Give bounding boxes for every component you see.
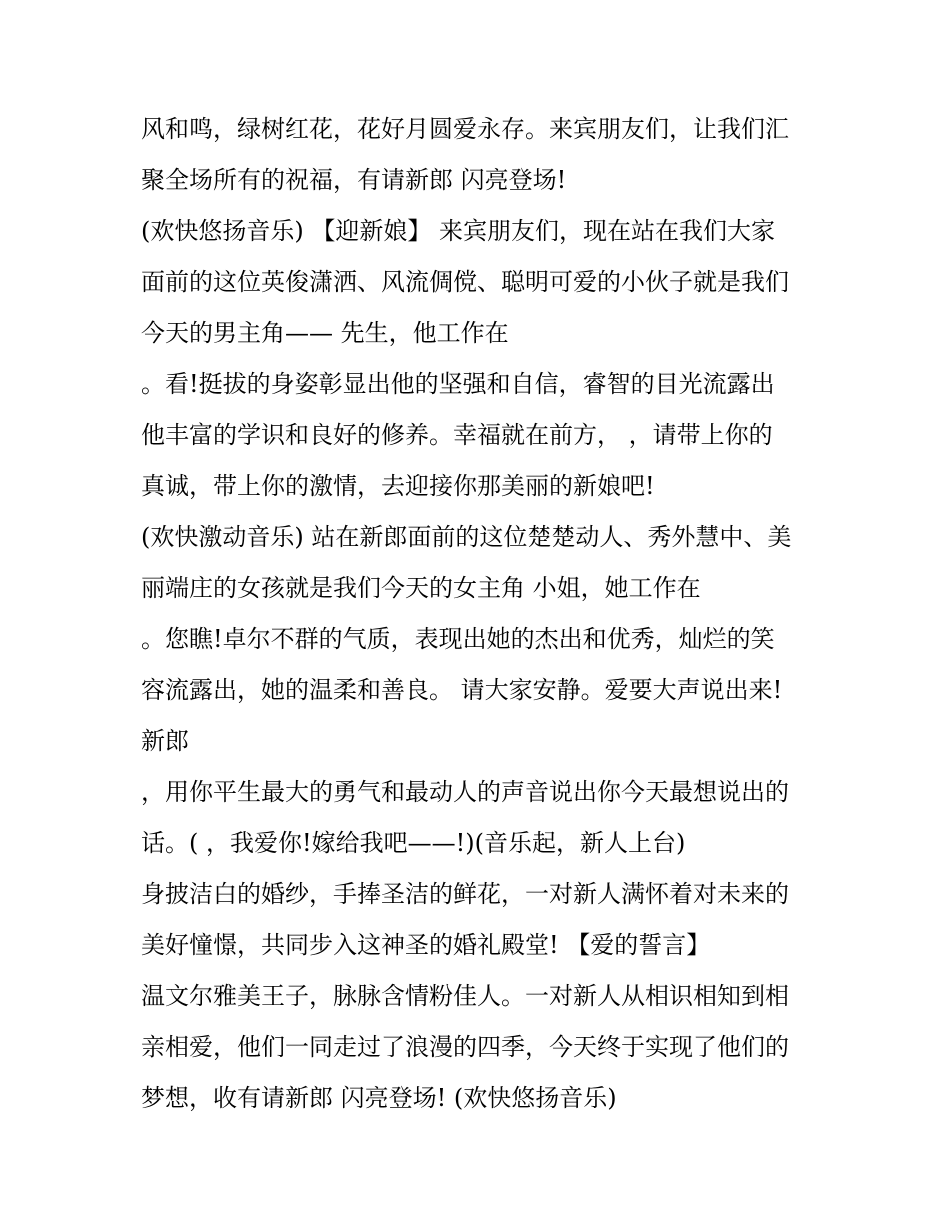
text-line: 话。( ，我爱你!嫁给我吧——!)(音乐起，新人上台)	[141, 829, 686, 857]
text-line: 。您瞧!卓尔不群的气质，表现出她的杰出和优秀，灿烂的笑	[141, 625, 775, 653]
text-line: 容流露出，她的温柔和善良。 请大家安静。爱要大声说出来!	[141, 676, 783, 704]
document-body	[141, 104, 821, 1124]
text-line: 今天的男主角—— 先生，他工作在	[141, 319, 509, 347]
text-line: 温文尔雅美王子，脉脉含情粉佳人。一对新人从相识相知到相	[141, 982, 789, 1010]
text-line: 亲相爱，他们一同走过了浪漫的四季，今天终于实现了他们的	[141, 1033, 789, 1061]
text-line: 新郎	[141, 727, 189, 755]
text-line: 梦想，收有请新郎 闪亮登场! (欢快悠扬音乐)	[141, 1084, 617, 1112]
text-line: 聚全场所有的祝福，有请新郎 闪亮登场!	[141, 166, 567, 194]
text-line: (欢快悠扬音乐) 【迎新娘】 来宾朋友们，现在站在我们大家	[141, 217, 775, 245]
text-line: 。看!挺拔的身姿彰显出他的坚强和自信，睿智的目光流露出	[141, 370, 775, 398]
text-line: (欢快激动音乐) 站在新郎面前的这位楚楚动人、秀外慧中、美	[141, 523, 792, 551]
text-line: 他丰富的学识和良好的修养。幸福就在前方， ，请带上你的	[141, 421, 773, 449]
text-line: 丽端庄的女孩就是我们今天的女主角 小姐，她工作在	[141, 574, 701, 602]
text-line: 面前的这位英俊潇洒、风流倜傥、聪明可爱的小伙子就是我们	[141, 268, 789, 296]
text-line: 身披洁白的婚纱，手捧圣洁的鲜花，一对新人满怀着对未来的	[141, 880, 789, 908]
text-line: 风和鸣，绿树红花，花好月圆爱永存。来宾朋友们，让我们汇	[141, 115, 789, 143]
text-line: 美好憧憬，共同步入这神圣的婚礼殿堂! 【爱的誓言】	[141, 931, 711, 959]
text-line: ，用你平生最大的勇气和最动人的声音说出你今天最想说出的	[141, 778, 789, 806]
text-line: 真诚，带上你的激情，去迎接你那美丽的新娘吧!	[141, 472, 655, 500]
